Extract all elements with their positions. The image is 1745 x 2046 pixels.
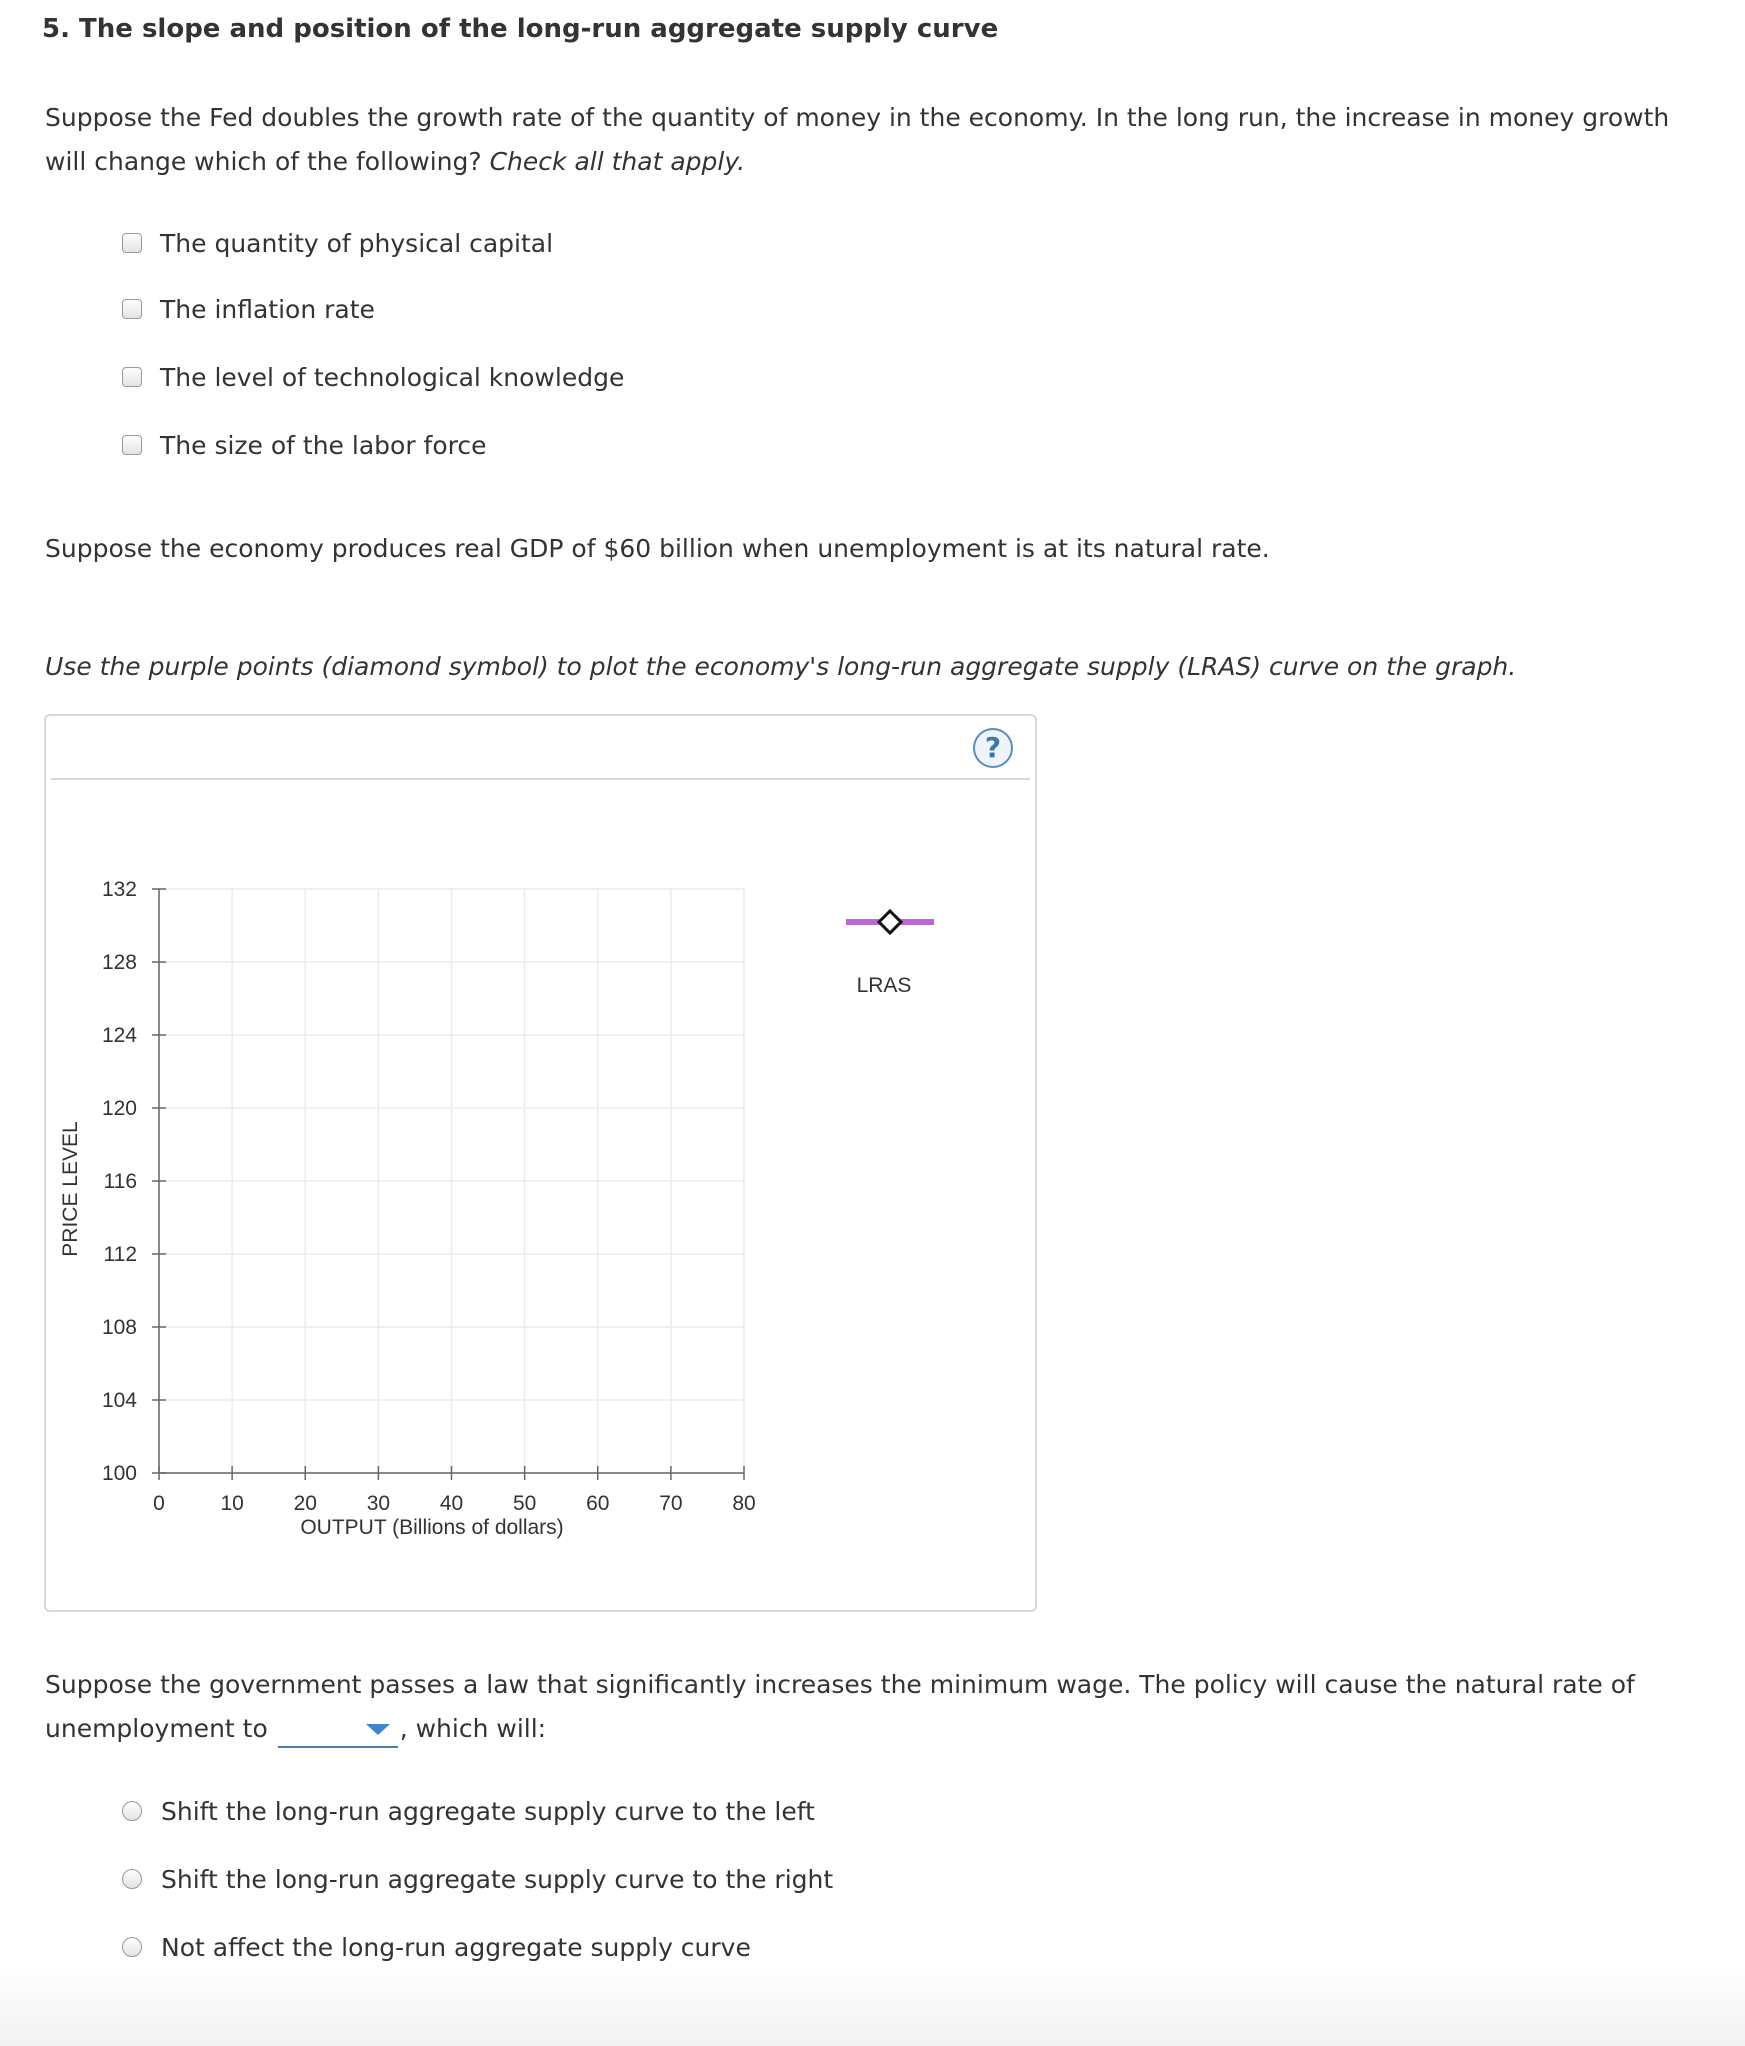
unemployment-dropdown[interactable] [278,1712,398,1748]
x-tick-label: 40 [439,1492,464,1515]
x-tick-label: 50 [512,1492,537,1515]
checkbox[interactable] [122,299,142,319]
y-tick-label: 120 [101,1097,137,1120]
y-axis-label: PRICE LEVEL [59,1121,82,1257]
x-tick-label: 80 [732,1492,756,1515]
y-tick-label: 100 [101,1462,137,1485]
y-tick-label: 116 [103,1170,137,1193]
lras-legend-label: LRAS [856,974,912,997]
y-tick-label: 132 [101,878,137,901]
checkbox-option-label: The inflation rate [160,294,375,324]
graph-chart[interactable] [46,716,1035,1610]
checkbox[interactable] [122,367,142,387]
radio-button[interactable] [122,1937,142,1957]
part1-check-all-hint: Check all that apply. [489,147,746,176]
chevron-down-icon[interactable] [366,1724,390,1735]
graph-instruction: Use the purple points (diamond symbol) to plot the economy's long-run aggregate supply (LRAS) curve on the graph. [45,652,1517,681]
radio-option-label: Shift the long-run aggregate supply curve to the left [161,1796,815,1826]
y-tick-label: 124 [101,1024,137,1047]
y-tick-label: 112 [103,1243,137,1266]
page-bottom-shade [0,1966,1745,2046]
part1-prompt-text: Suppose the Fed doubles the growth rate of the quantity of money in the economy. In the long run, the increase in money growth will change which of the following? [45,103,1670,176]
checkbox-option-label: The level of technological knowledge [160,362,625,392]
question-title: 5. The slope and position of the long-run aggregate supply curve [42,14,999,44]
lras-legend-tool[interactable] [846,911,934,997]
x-tick-label: 0 [153,1492,165,1515]
x-tick-label: 10 [220,1492,244,1515]
radio-option-label: Shift the long-run aggregate supply curve to the right [161,1864,834,1894]
checkbox-option-physical-capital[interactable] [122,226,553,260]
diamond-icon[interactable] [879,911,901,933]
checkbox-option-label: The size of the labor force [160,430,487,460]
graph-panel [44,714,1037,1612]
y-tick-label: 104 [101,1389,137,1412]
checkbox-option-technological-knowledge[interactable] [122,360,624,394]
radio-option-shift-left[interactable] [122,1794,815,1828]
x-tick-label: 70 [659,1492,683,1515]
radio-option-shift-right[interactable] [122,1862,833,1896]
y-tick-label: 128 [101,951,137,974]
checkbox-option-labor-force[interactable] [122,428,487,462]
radio-button[interactable] [122,1801,142,1821]
checkbox-option-inflation-rate[interactable] [122,292,375,326]
part3-prompt-suffix: , which will: [399,1714,547,1743]
checkbox-option-label: The quantity of physical capital [160,228,554,258]
question-part2-text: Suppose the economy produces real GDP of $60 billion when unemployment is at its natural rate. [45,534,1270,563]
radio-button[interactable] [122,1869,142,1889]
radio-option-label: Not affect the long-run aggregate supply curve [161,1932,751,1962]
checkbox[interactable] [122,233,142,253]
y-tick-label: 108 [101,1316,137,1339]
help-icon[interactable]: ? [973,728,1013,768]
checkbox[interactable] [122,435,142,455]
x-tick-label: 20 [293,1492,317,1515]
part3-prompt-text: Suppose the government passes a law that significantly increases the minimum wage. The policy will cause the natural rate of unemployment to [45,1670,1635,1743]
question-part3-prompt [45,1663,1685,1751]
x-axis-label: OUTPUT (Billions of dollars) [300,1516,564,1539]
question-part1-prompt [45,96,1685,184]
radio-option-no-effect[interactable] [122,1930,751,1964]
x-tick-label: 30 [366,1492,391,1515]
x-tick-label: 60 [586,1492,610,1515]
